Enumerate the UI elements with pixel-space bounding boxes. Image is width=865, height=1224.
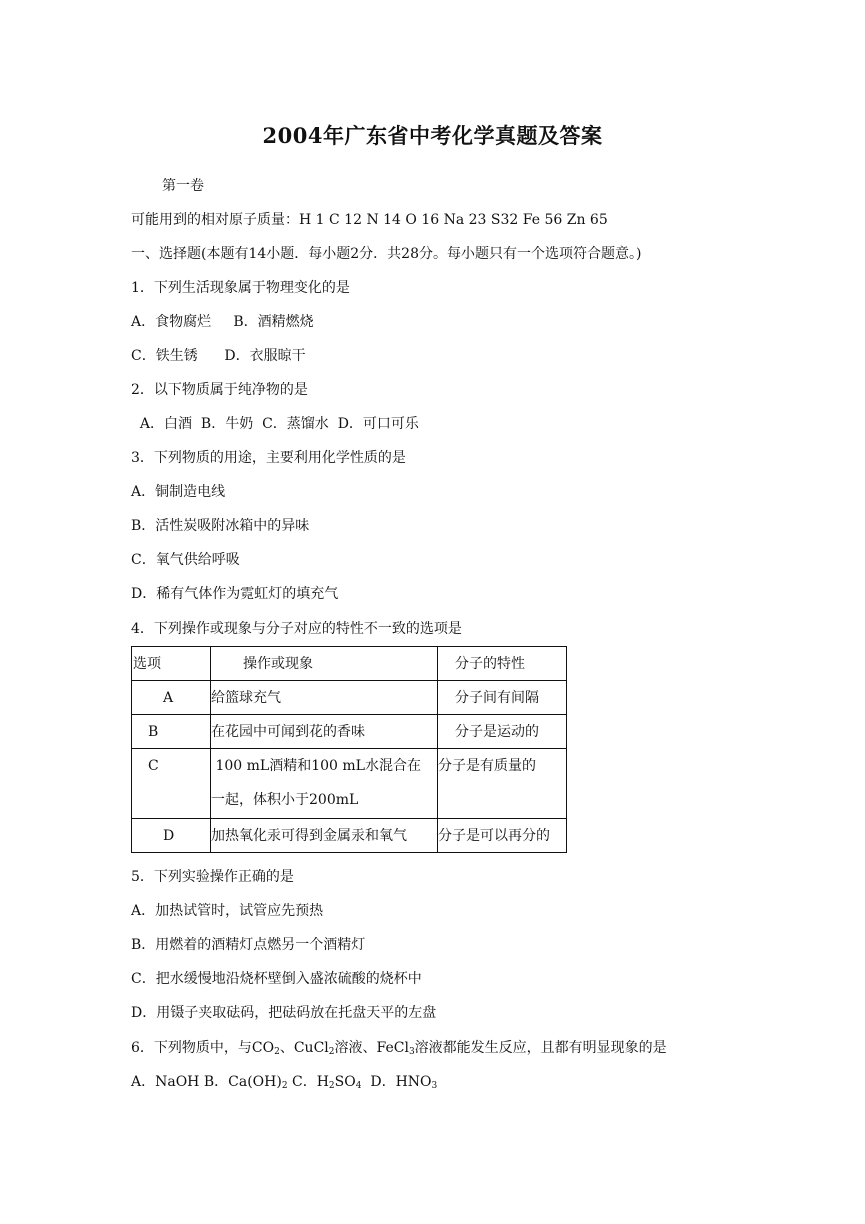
table-header-cell: 操作或现象 (211, 647, 438, 681)
question-5-option-b: B．用燃着的酒精灯点燃另一个酒精灯 (131, 937, 366, 953)
table-row (132, 715, 567, 749)
property-cell: 分子是运动的 (455, 724, 539, 740)
option-cell: A (163, 690, 174, 706)
question-4-stem: 4．下列操作或现象与分子对应的特性不一致的选项是 (131, 621, 462, 637)
table-header-cell: 选项 (132, 647, 211, 681)
property-cell: 分子间有间隔 (455, 690, 539, 706)
phenomenon-cell-line-1: 100 mL酒精和100 mL水混合在 (211, 758, 421, 774)
option-cell: B (148, 724, 159, 740)
question-5-stem: 5．下列实验操作正确的是 (131, 869, 294, 885)
table-row (132, 681, 567, 715)
option-cell: C (148, 758, 159, 774)
section-heading: 一、选择题(本题有14小题．每小题2分．共28分。每小题只有一个选项符合题意。) (131, 246, 642, 262)
question-2-options: A．白酒 B．牛奶 C．蒸馏水 D．可口可乐 (131, 416, 419, 432)
table-header-cell: 分子的特性 (438, 647, 567, 681)
atomic-masses: 可能用到的相对原子质量：H 1 C 12 N 14 O 16 Na 23 S32 Fe 56 Zn 65 (131, 212, 608, 228)
question-4-table (131, 646, 567, 853)
question-1-stem: 1．下列生活现象属于物理变化的是 (131, 280, 350, 296)
phenomenon-cell: 在花园中可闻到花的香味 (211, 724, 365, 740)
question-3-option-d: D．稀有气体作为霓虹灯的填充气 (131, 586, 339, 602)
table-row (132, 819, 567, 853)
question-3-option-a: A．铜制造电线 (131, 484, 226, 500)
question-3-option-c: C．氧气供给呼吸 (131, 552, 240, 568)
property-cell: 分子是有质量的 (438, 758, 536, 774)
volume-label: 第一卷 (162, 178, 204, 194)
phenomenon-cell: 加热氧化汞可得到金属汞和氧气 (211, 828, 407, 844)
question-5-option-c: C．把水缓慢地沿烧杯壁倒入盛浓硫酸的烧杯中 (131, 971, 422, 987)
question-5-option-d: D．用镊子夹取砝码，把砝码放在托盘天平的左盘 (131, 1005, 437, 1021)
table-header-row (132, 647, 567, 681)
property-cell: 分子是可以再分的 (438, 828, 550, 844)
table-row (132, 749, 567, 819)
question-5-option-a: A．加热试管时，试管应先预热 (131, 903, 324, 919)
option-cell: D (163, 828, 175, 844)
phenomenon-cell: 给篮球充气 (211, 690, 281, 706)
document-title: 2004年广东省中考化学真题及答案 (262, 123, 603, 148)
phenomenon-cell-line-2: 一起，体积小于200mL (211, 792, 359, 808)
question-6-stem: 6．下列物质中，与$CO_2$、CuCl$_2$溶液、FeCl$_3$溶液都能发生反应，且都有明显现象的是 (131, 1040, 667, 1057)
question-1-options-cd: C．铁生锈 D．衣服晾干 (131, 348, 306, 364)
question-3-stem: 3．下列物质的用途，主要利用化学性质的是 (131, 450, 406, 466)
question-1-options-ab: A．食物腐烂 B．酒精燃烧 (131, 314, 314, 330)
question-6-options: A．NaOH B．$Ca(OH)_2$ C．$H_2SO_4$ D．$HNO_3$ (131, 1074, 438, 1091)
question-3-option-b: B．活性炭吸附冰箱中的异味 (131, 518, 310, 534)
question-2-stem: 2．以下物质属于纯净物的是 (131, 382, 308, 398)
